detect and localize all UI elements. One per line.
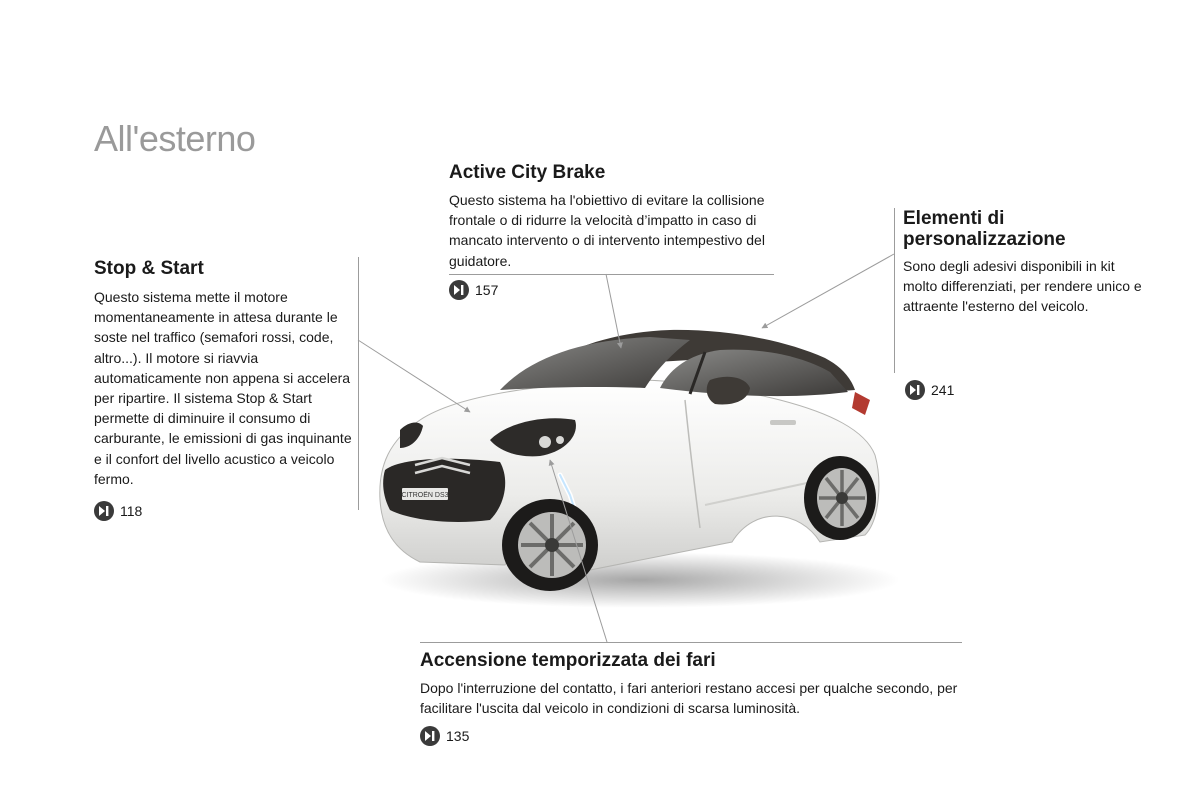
personalizzazione-section: [903, 208, 1143, 317]
page-title: All'esterno: [94, 118, 256, 159]
stop-start-title: Stop & Start: [94, 258, 204, 279]
stop-start-divider: [358, 257, 359, 510]
accensione-fari-title: Accensione temporizzata dei fari: [420, 650, 716, 671]
stop-start-page-ref[interactable]: [94, 501, 142, 521]
personalizzazione-page-number: 241: [931, 382, 955, 398]
stop-start-section: [94, 258, 356, 489]
personalizzazione-body: Sono degli adesivi disponibili in kit molto differenziati, per rendere unico e attraente l'esterno del veicolo.: [903, 258, 1142, 315]
stop-start-body: Questo sistema mette il motore momentaneamente in attesa durante le soste nel traffico (semafori rossi, code, altro...). Il motore si riavvia automaticamente non appena si accelera per ripartire. Il sistema Stop & Start permette di diminuire il consumo di carburante, le emissioni di gas inquinante e il confort del livello acustico a veicolo fermo.: [94, 289, 352, 487]
active-city-brake-body: Questo sistema ha l'obiettivo di evitare la collisione frontale o di ridurre la velocità d’impatto in caso di mancato intervento o di intervento intempestivo del guidatore.: [449, 192, 765, 269]
active-city-brake-divider: [449, 274, 774, 275]
accensione-fari-page-number: 135: [446, 728, 470, 744]
page-reference-icon: [420, 726, 440, 746]
accensione-fari-page-ref[interactable]: [420, 726, 469, 746]
car-badge: CITROËN DS3: [401, 492, 449, 499]
accensione-fari-section: [420, 650, 980, 718]
stop-start-page-number: 118: [120, 503, 143, 519]
accensione-fari-body: Dopo l'interruzione del contatto, i fari anteriori restano accesi per qualche secondo, per facilitare l'uscita dal veicolo in condizioni di scarsa luminosità.: [420, 680, 958, 717]
active-city-brake-section: [449, 162, 769, 271]
car-rear-wheel: [804, 456, 876, 540]
personalizzazione-page-ref[interactable]: [905, 380, 954, 400]
active-city-brake-title: Active City Brake: [449, 162, 606, 183]
car-front-wheel: [502, 499, 598, 591]
page-reference-icon: [905, 380, 925, 400]
page-reference-icon: [94, 501, 114, 521]
personalizzazione-title: Elementi di personalizzazione: [903, 208, 1066, 250]
accensione-fari-divider: [420, 642, 962, 643]
car-illustration: [360, 280, 900, 610]
active-city-brake-page-number: 157: [475, 282, 499, 298]
